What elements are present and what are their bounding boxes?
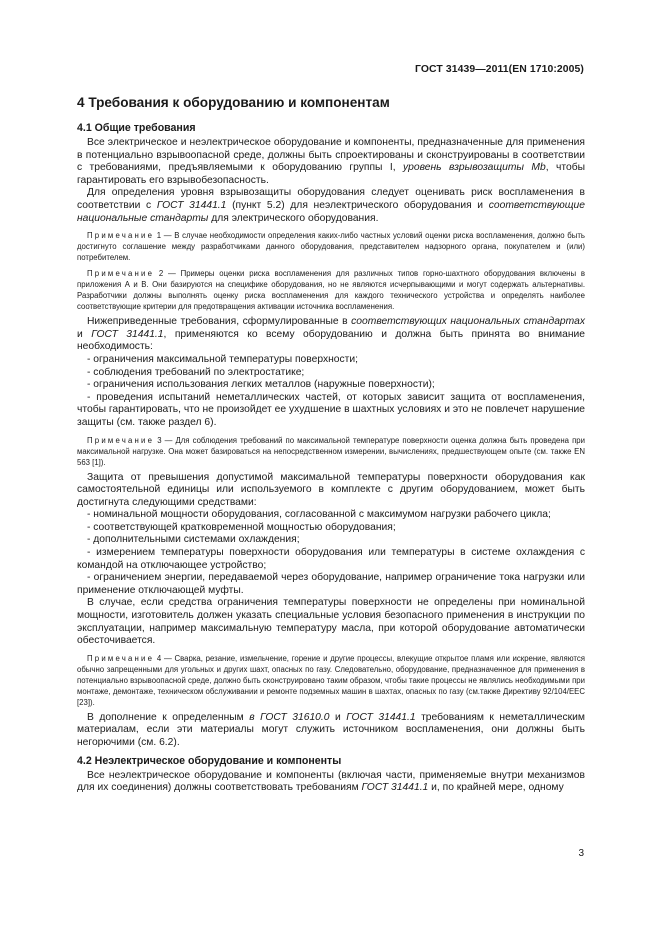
page-content	[77, 86, 585, 795]
paragraph: Нижеприведенные требования, сформулированные в соответствующих национальных стандартах и ГОСТ 31441.1, применяются ко всему оборудованию и должна быть принята во внимание необходимость:	[77, 316, 585, 353]
list-item: - ограничением энергии, передаваемой через оборудование, например ограничение тока нагрузки или применение отключающей муфты.	[77, 572, 585, 597]
paragraph: Для определения уровня взрывозащиты оборудования следует оценивать риск воспламенения в соответствии с ГОСТ 31441.1 (пункт 5.2) для неэлектрического оборудования и соответствующие национальные стандарты для электрического оборудования.	[77, 187, 585, 224]
paragraph: В дополнение к определенным в ГОСТ 31610.0 и ГОСТ 31441.1 требованиям к неметаллическим материалам, если эти материалы могут служить источником воспламенения, они должны быть негорючими (см. 6.2).	[77, 711, 585, 748]
subsection-4-2-heading: 4.2 Неэлектрическое оборудование и компоненты	[77, 754, 342, 767]
requirements-list	[77, 354, 585, 430]
subsection-4-1-heading: 4.1 Общие требования	[77, 122, 196, 134]
note-2: Примечание 2 — Примеры оценки риска воспламенения для различных типов горно-шахтного оборудования включены в приложения А и В. Они базируются на специфике оборудования, но не являются исчерпывающими и могут содержать альтернативы. Разработчики должны выполнять оценку риска воспламенения для каждого технического устройства и определять наиболее соответствующие критерии для предотвращения активации источника воспламенения.	[77, 269, 585, 312]
standard-designation: ГОСТ 31439—2011(EN 1710:2005)	[415, 64, 584, 75]
list-item: - ограничения максимальной температуры поверхности;	[77, 354, 585, 367]
paragraph: Все электрическое и неэлектрическое оборудование и компоненты, предназначенные для применения в потенциально взрывоопасной среде, должны быть спроектированы и сконструированы в соответствии с требованиями, предъявляемыми к оборудованию группы I, уровень взрывозащиты Mb, чтобы гарантировать его взрывобезопасность.	[77, 137, 585, 186]
paragraph: Защита от превышения допустимой максимальной температуры поверхности оборудования как самостоятельной единицы или используемого в комплекте с другим оборудованием, может быть достигнута следующими средствами:	[77, 471, 585, 508]
note-4: Примечание 4 — Сварка, резание, измельчение, горение и другие процессы, влекущие открытое пламя или искрение, являются обычно запрещенными для угольных и других шахт, опасных по газу. Следовательно, оборудование, предназначенное для применения в потенциально взрывоопасной среде, должно быть сконструировано таким образом, чтобы такие процессы не являлись необходимыми при монтаже, демонтаже, техническом обслуживании и ремонте подземных машин в шахтах, опасных по газу (см.также Директиву 92/104/ЕЕС [23]).	[77, 653, 585, 707]
list-item: - соблюдения требований по электростатике;	[77, 367, 585, 380]
section-4-heading: 4 Требования к оборудованию и компонентам	[77, 95, 390, 110]
list-item: - измерением температуры поверхности оборудования или температуры в системе охлаждения с командой на отключающее устройство;	[77, 547, 585, 572]
list-item: - проведения испытаний неметаллических частей, от которых зависит защита от воспламенения, чтобы гарантировать, что не произойдет ее ухудшение в шахтных условиях и это не повлечет нарушение защиты (см. также раздел 6).	[77, 392, 585, 430]
paragraph: В случае, если средства ограничения температуры поверхности не определены при номинальной мощности, изготовитель должен указать специальные условия безопасного применения в инструкции по эксплуатации, например максимальную температуру масла, при которой оборудование автоматически обесточивается.	[77, 597, 585, 647]
list-item: - номинальной мощности оборудования, согласованной с максимумом нагрузки рабочего цикла;	[77, 509, 585, 522]
list-item: - ограничения использования легких металлов (наружные поверхности);	[77, 379, 585, 392]
list-item: - дополнительными системами охлаждения;	[77, 534, 585, 547]
note-1: Примечание 1 — В случае необходимости определения каких-либо частных условий оценки риска воспламенения, должно быть достигнуто соглашение между разработчиками данного оборудования, представителем надзорного органа, покупателем и (или) потребителем.	[77, 231, 585, 263]
page-number: 3	[578, 848, 584, 859]
note-3: Примечание 3 — Для соблюдения требований по максимальной температуре поверхности оценка должна быть проведена при максимальной нагрузке. Она может базироваться на непосредственном измерении, вычислениях, предшествующем опыте (см. также EN 563 [1]).	[77, 435, 585, 467]
protection-means-list	[77, 509, 585, 597]
paragraph: Все неэлектрическое оборудование и компоненты (включая части, применяемые внутри механизмов для их соединения) должны соответствовать требованиям ГОСТ 31441.1 и, по крайней мере, одному	[77, 769, 585, 794]
list-item: - соответствующей кратковременной мощностью оборудования;	[77, 522, 585, 535]
